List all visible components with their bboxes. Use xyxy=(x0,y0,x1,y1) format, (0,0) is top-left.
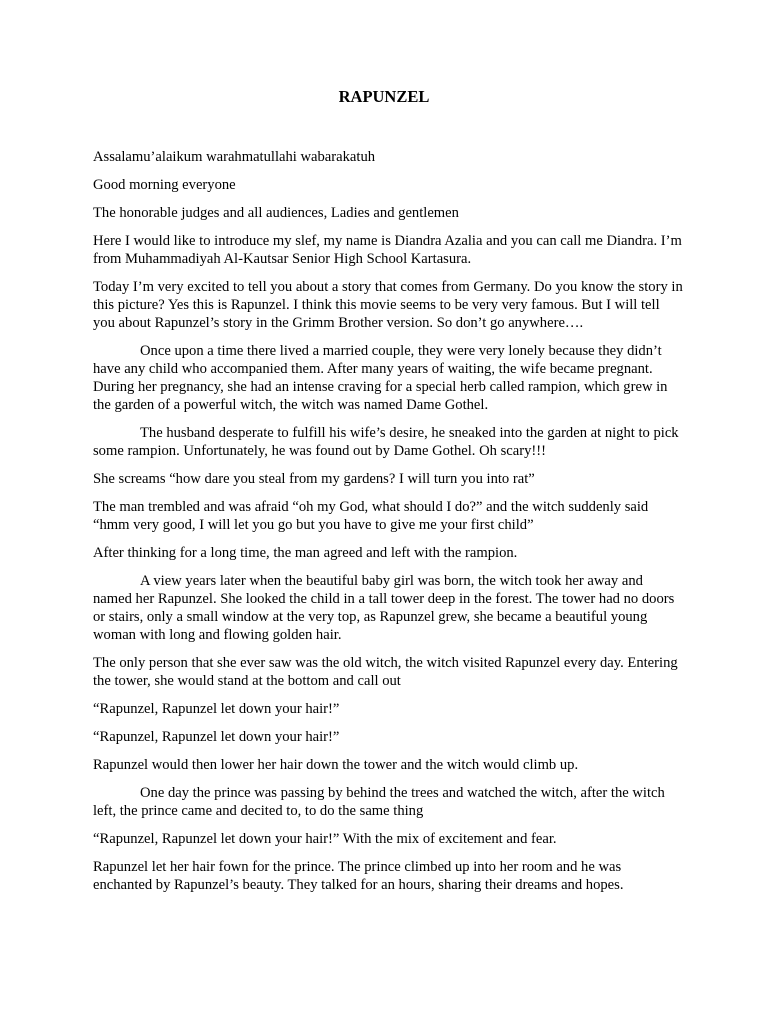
paragraph: Assalamu’alaikum warahmatullahi wabarakatuh xyxy=(93,149,376,165)
paragraph: One day the prince was passing by behind the trees and watched the witch, after the witch left, the prince came and decited to, to do the same thing xyxy=(93,785,665,819)
document-title: RAPUNZEL xyxy=(338,87,430,106)
paragraph: “Rapunzel, Rapunzel let down your hair!” With the mix of excitement and fear. xyxy=(93,831,557,847)
document-body xyxy=(93,148,683,904)
paragraph: Rapunzel would then lower her hair down the tower and the witch would climb up. xyxy=(93,757,579,773)
paragraph: The only person that she ever saw was the old witch, the witch visited Rapunzel every day. Entering the tower, she would stand at the bottom and call out xyxy=(93,655,678,689)
paragraph: “Rapunzel, Rapunzel let down your hair!” xyxy=(93,701,340,717)
paragraph: Good morning everyone xyxy=(93,177,236,193)
paragraph: A view years later when the beautiful baby girl was born, the witch took her away and named her Rapunzel. She looked the child in a tall tower deep in the forest. The tower had no doors or stairs, only a small window at the very top, as Rapunzel grew, she became a beautiful young woman with long and flowing golden hair. xyxy=(93,573,675,643)
paragraph: “Rapunzel, Rapunzel let down your hair!” xyxy=(93,729,340,745)
paragraph: Here I would like to introduce my slef, my name is Diandra Azalia and you can call me Diandra. I’m from Muhammadiyah Al-Kautsar Senior High School Kartasura. xyxy=(93,233,682,267)
paragraph: The honorable judges and all audiences, Ladies and gentlemen xyxy=(93,205,459,221)
paragraph: Rapunzel let her hair fown for the prince. The prince climbed up into her room and he was enchanted by Rapunzel’s beauty. They talked for an hours, sharing their dreams and hopes. xyxy=(93,859,624,893)
paragraph: Once upon a time there lived a married couple, they were very lonely because they didn’t have any child who accompanied them. After many years of waiting, the wife became pregnant. During her pregnancy, she had an intense craving for a special herb called rampion, which grew in the garden of a powerful witch, the witch was named Dame Gothel. xyxy=(93,343,668,413)
paragraph: The man trembled and was afraid “oh my God, what should I do?” and the witch suddenly said “hmm very good, I will let you go but you have to give me your first child” xyxy=(93,499,649,533)
paragraph: She screams “how dare you steal from my gardens? I will turn you into rat” xyxy=(93,471,535,487)
paragraph: Today I’m very excited to tell you about a story that comes from Germany. Do you know the story in this picture? Yes this is Rapunzel. I think this movie seems to be very very famous. But I will tell you about Rapunzel’s story in the Grimm Brother version. So don’t go anywhere…. xyxy=(93,279,683,331)
paragraph: After thinking for a long time, the man agreed and left with the rampion. xyxy=(93,545,518,561)
paragraph: The husband desperate to fulfill his wife’s desire, he sneaked into the garden at night to pick some rampion. Unfortunately, he was found out by Dame Gothel. Oh scary!!! xyxy=(93,425,679,459)
